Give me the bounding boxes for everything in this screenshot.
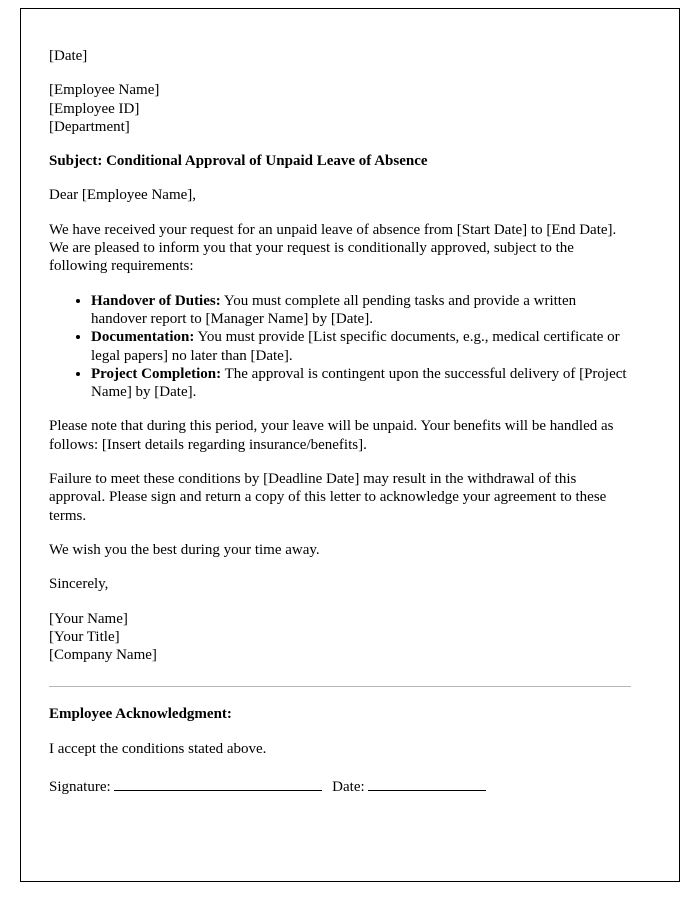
closing: Sincerely, (49, 576, 109, 593)
condition-text: The approval is contingent upon the successful delivery of [Project Name] by [Date]. (91, 365, 627, 401)
condition-label: Documentation: (91, 329, 195, 346)
list-item (91, 292, 631, 329)
condition-text: You must complete all pending tasks and provide a written handover report to [Manager Name] by [Date]. (91, 292, 577, 327)
intro-paragraph: We have received your request for an unpaid leave of absence from [Start Date] to [End Date]. We are pleased to inform you that your request is conditionally approved, subject to the following requirements: (49, 221, 617, 275)
date-label: Date: (332, 779, 365, 796)
sender-name: [Your Name] (49, 610, 128, 627)
condition-text: You must provide [List specific documents, e.g., medical certificate or legal papers] no later than [Date]. (91, 329, 620, 364)
sender-title: [Your Title] (49, 628, 120, 645)
acknowledgment-statement: I accept the conditions stated above. (49, 740, 267, 757)
condition-label: Handover of Duties: (91, 292, 221, 309)
signature-blank-line (114, 776, 322, 791)
date-blank-line (368, 776, 486, 791)
signature-label: Signature: (49, 779, 111, 796)
subject-line: Subject: Conditional Approval of Unpaid Leave of Absence (49, 153, 428, 170)
sender-company: [Company Name] (49, 647, 157, 664)
recipient-block (49, 81, 631, 136)
salutation: Dear [Employee Name], (49, 187, 197, 204)
benefits-paragraph: Please note that during this period, your leave will be unpaid. Your benefits will be handled as follows: [Insert details regarding insurance/benefits]. (49, 418, 614, 453)
sender-block (49, 610, 631, 665)
list-item (91, 328, 631, 365)
recipient-id: [Employee ID] (49, 100, 140, 117)
signature-row (49, 776, 631, 796)
condition-label: Project Completion: (91, 365, 222, 382)
recipient-department: [Department] (49, 118, 130, 135)
acknowledgment-heading: Employee Acknowledgment: (49, 706, 232, 723)
well-wishes: We wish you the best during your time away. (49, 541, 320, 558)
recipient-name: [Employee Name] (49, 82, 160, 99)
conditions-paragraph: Failure to meet these conditions by [Deadline Date] may result in the withdrawal of this approval. Please sign and return a copy of this letter to acknowledge your agreement to these terms. (49, 471, 607, 524)
conditions-list (49, 292, 631, 402)
list-item (91, 365, 631, 402)
letter-date: [Date] (49, 48, 88, 64)
divider (49, 686, 631, 687)
letter-page (20, 8, 680, 882)
